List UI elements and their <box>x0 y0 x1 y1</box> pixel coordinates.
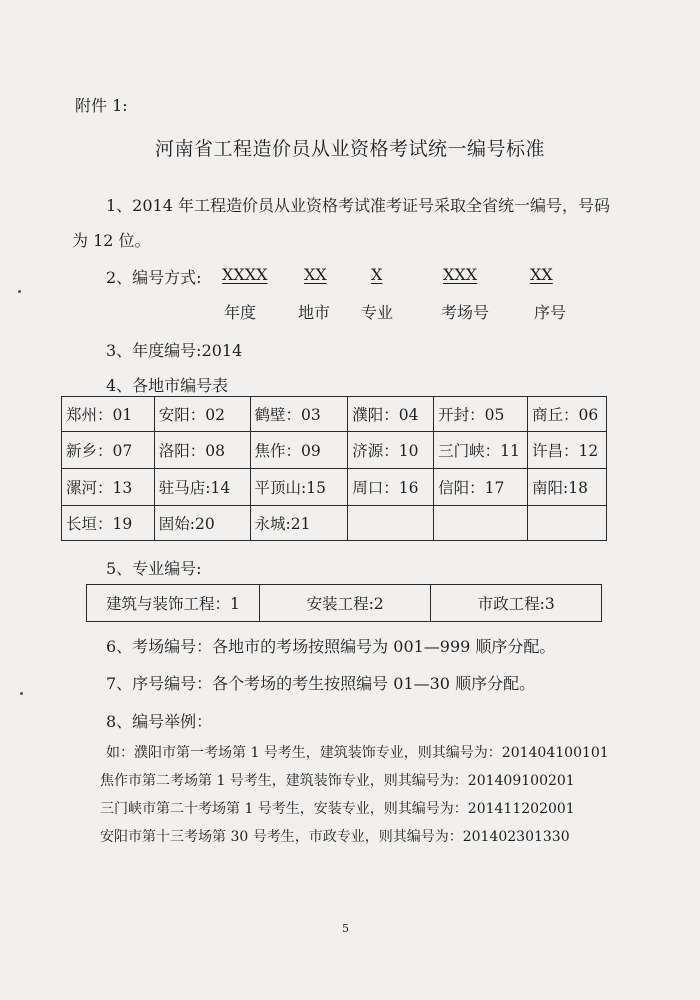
table-cell <box>348 506 434 541</box>
page-number: 5 <box>342 922 349 935</box>
code-city: XX <box>304 265 327 284</box>
table-row <box>62 506 607 541</box>
section-2-label: 2、编号方式: <box>106 268 202 287</box>
table-cell: 市政工程:3 <box>431 585 602 622</box>
table-cell: 漯河：13 <box>62 469 155 506</box>
table-cell: 鹤壁：03 <box>250 397 348 432</box>
table-cell: 平顶山:15 <box>250 469 348 506</box>
code-room: XXX <box>443 265 478 284</box>
scan-mark <box>20 692 23 695</box>
section-1-line-2: 为 12 位。 <box>72 231 151 250</box>
section-3: 3、年度编号:2014 <box>106 341 243 360</box>
table-cell: 三门峡：11 <box>434 432 528 469</box>
table-cell: 济源：10 <box>348 432 434 469</box>
table-cell: 洛阳：08 <box>154 432 250 469</box>
example-1: 如：濮阳市第一考场第 1 号考生，建筑装饰专业，则其编号为：201404100101 <box>106 745 609 761</box>
section-6: 6、考场编号：各地市的考场按照编号为 001—999 顺序分配。 <box>106 637 556 656</box>
section-8-heading: 8、编号举例： <box>106 712 213 731</box>
table-cell: 商丘：06 <box>528 397 607 432</box>
table-cell: 濮阳：04 <box>348 397 434 432</box>
code-major: X <box>371 265 383 284</box>
caption-city: 地市 <box>298 303 331 322</box>
table-cell: 安装工程:2 <box>259 585 431 622</box>
example-2: 焦作市第二考场第 1 号考生，建筑装饰专业，则其编号为：201409100201 <box>100 773 575 789</box>
table-cell: 安阳：02 <box>154 397 250 432</box>
example-3: 三门峡市第二十考场第 1 号考生，安装专业，则其编号为：201411202001 <box>100 801 575 817</box>
table-cell: 信阳：17 <box>434 469 528 506</box>
document-title: 河南省工程造价员从业资格考试统一编号标准 <box>154 138 545 160</box>
caption-room: 考场号 <box>441 303 490 322</box>
table-cell: 开封：05 <box>434 397 528 432</box>
table-cell: 建筑与装饰工程：1 <box>87 585 260 622</box>
table-cell: 焦作：09 <box>250 432 348 469</box>
table-row <box>62 432 607 469</box>
section-5-heading: 5、专业编号: <box>106 559 202 578</box>
example-4: 安阳市第十三考场第 30 号考生，市政专业，则其编号为：201402301330 <box>100 829 570 845</box>
caption-seq: 序号 <box>534 303 567 322</box>
caption-year: 年度 <box>224 303 257 322</box>
section-7: 7、序号编号：各个考场的考生按照编号 01—30 顺序分配。 <box>106 674 536 693</box>
section-1-line-1: 1、2014 年工程造价员从业资格考试准考证号采取全省统一编号，号码 <box>106 196 610 215</box>
caption-major: 专业 <box>361 303 394 322</box>
table-cell: 永城:21 <box>250 506 348 541</box>
table-row <box>62 469 607 506</box>
table-cell: 新乡：07 <box>62 432 155 469</box>
section-4-heading: 4、各地市编号表 <box>106 376 229 395</box>
table-cell: 固始:20 <box>154 506 250 541</box>
table-cell: 南阳:18 <box>528 469 607 506</box>
table-cell <box>434 506 528 541</box>
table-cell: 郑州：01 <box>62 397 155 432</box>
table-cell: 许昌：12 <box>528 432 607 469</box>
city-code-table <box>61 396 607 541</box>
scan-mark <box>18 290 21 293</box>
table-cell: 驻马店:14 <box>154 469 250 506</box>
table-cell: 周口：16 <box>348 469 434 506</box>
code-year: XXXX <box>222 265 268 284</box>
code-seq: XX <box>530 265 553 284</box>
attachment-label: 附件 1: <box>75 96 128 115</box>
major-code-table <box>86 584 602 622</box>
table-row <box>87 585 602 622</box>
table-cell: 长垣：19 <box>62 506 155 541</box>
table-cell <box>528 506 607 541</box>
table-row <box>62 397 607 432</box>
